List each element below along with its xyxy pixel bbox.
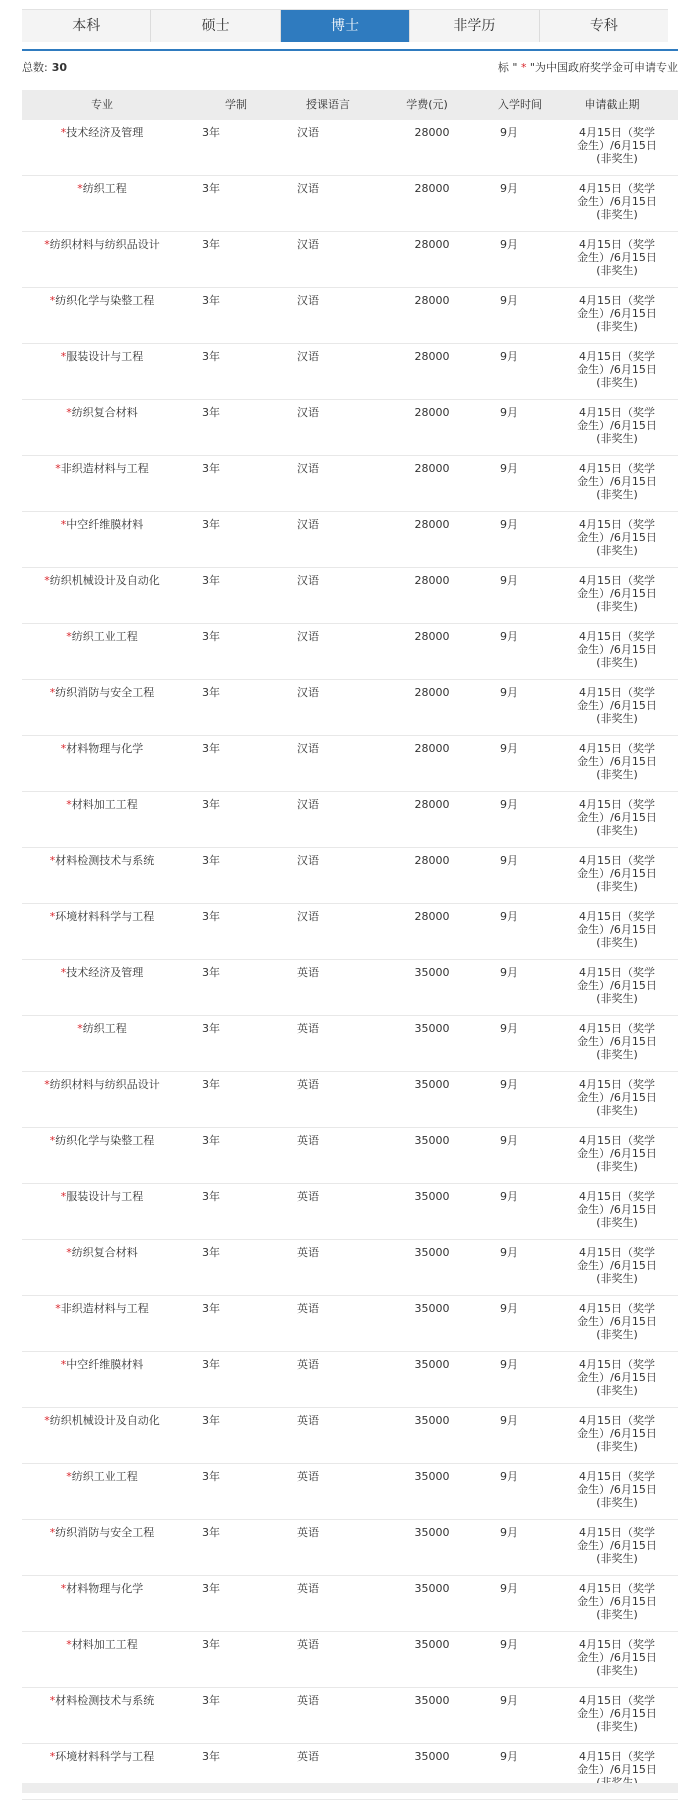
cell-start: 9月	[500, 1526, 518, 1539]
table-row	[22, 120, 678, 176]
cell-fee: 35000	[414, 1302, 450, 1315]
cell-deadline: 4月15日（奖学金生）/6月15日(非奖生)	[577, 630, 657, 669]
cell-language: 英语	[297, 1134, 319, 1147]
scholarship-star: *	[66, 1246, 72, 1259]
cell-start: 9月	[500, 1582, 518, 1595]
cell-language: 汉语	[297, 182, 319, 195]
cell-language: 英语	[297, 1358, 319, 1371]
cell-deadline: 4月15日（奖学金生）/6月15日(非奖生)	[577, 1246, 657, 1285]
cell-length: 3年	[202, 1358, 220, 1371]
major-name: 纺织消防与安全工程	[55, 686, 155, 699]
cell-language: 汉语	[297, 126, 319, 139]
cell-deadline: 4月15日（奖学金生）/6月15日	[577, 1750, 657, 1776]
total-label: 总数:	[22, 61, 48, 74]
program-table	[22, 90, 678, 1800]
cell-deadline: 4月15日（奖学金生）/6月15日(非奖生)	[577, 238, 657, 277]
cell-language: 英语	[297, 1414, 319, 1427]
cell-start: 9月	[500, 742, 518, 755]
cell-language: 英语	[297, 1694, 319, 1707]
cell-deadline: 4月15日（奖学金生）/6月15日(非奖生)	[577, 1078, 657, 1117]
cell-language: 汉语	[297, 798, 319, 811]
cell-fee: 28000	[414, 630, 450, 643]
cell-length: 3年	[202, 1302, 220, 1315]
cell-fee: 35000	[414, 1246, 450, 1259]
cell-deadline: 4月15日（奖学金生）/6月15日(非奖生)	[577, 966, 657, 1005]
cell-major	[22, 462, 182, 475]
major-name: 技术经济及管理	[66, 966, 144, 979]
major-name: 材料加工工程	[71, 1638, 138, 1651]
cell-start: 9月	[500, 238, 518, 251]
table-row	[22, 792, 678, 848]
cell-major	[22, 854, 182, 867]
scholarship-star: *	[55, 1302, 61, 1315]
table-row	[22, 1464, 678, 1520]
major-name: 非织造材料与工程	[60, 1302, 149, 1315]
cell-start: 9月	[500, 1470, 518, 1483]
cell-deadline: 4月15日（奖学金生）/6月15日(非奖生)	[577, 910, 657, 949]
cell-deadline: 4月15日（奖学金生）/6月15日(非奖生)	[577, 182, 657, 221]
scholarship-star: *	[66, 406, 72, 419]
cell-major	[22, 518, 182, 531]
cell-major	[22, 1526, 182, 1539]
scholarship-star: *	[77, 182, 83, 195]
note-star: *	[520, 61, 527, 74]
cell-start: 9月	[500, 1302, 518, 1315]
cell-deadline: 4月15日（奖学金生）/6月15日(非奖生)	[577, 1190, 657, 1229]
scholarship-star: *	[60, 518, 67, 531]
cell-language: 英语	[297, 1526, 319, 1539]
cell-length: 3年	[202, 574, 220, 587]
cell-major	[22, 294, 182, 307]
cell-fee: 28000	[414, 574, 450, 587]
cell-length: 3年	[202, 294, 220, 307]
scholarship-star: *	[60, 742, 67, 755]
cell-start: 9月	[500, 518, 518, 531]
cell-language: 汉语	[297, 350, 319, 363]
scholarship-note	[498, 59, 678, 75]
cell-language: 英语	[297, 1246, 319, 1259]
table-row	[22, 1688, 678, 1744]
table-row	[22, 680, 678, 736]
table-row	[22, 1520, 678, 1576]
cell-start: 9月	[500, 966, 518, 979]
cell-start: 9月	[500, 854, 518, 867]
cell-major	[22, 1302, 182, 1315]
major-name: 纺织复合材料	[71, 406, 138, 419]
cell-major	[22, 1638, 182, 1651]
header-start: 入学时间	[498, 98, 542, 111]
scholarship-star: *	[44, 238, 50, 251]
cell-length: 3年	[202, 126, 220, 139]
cell-fee: 35000	[414, 1358, 450, 1371]
cell-start: 9月	[500, 1750, 518, 1763]
major-name: 服装设计与工程	[66, 1190, 144, 1203]
cell-length: 3年	[202, 798, 220, 811]
cell-fee: 28000	[414, 126, 450, 139]
table-row	[22, 1576, 678, 1632]
cell-deadline: 4月15日（奖学金生）/6月15日(非奖生)	[577, 686, 657, 725]
cell-start: 9月	[500, 686, 518, 699]
major-name: 中空纤维膜材料	[66, 518, 144, 531]
tab-boshi[interactable]: 博士	[281, 10, 410, 42]
major-name: 材料物理与化学	[66, 1582, 144, 1595]
cell-length: 3年	[202, 1078, 220, 1091]
summary-bar	[22, 59, 678, 77]
cell-language: 汉语	[297, 910, 319, 923]
cell-deadline: 4月15日（奖学金生）/6月15日(非奖生)	[577, 518, 657, 557]
cell-deadline: 4月15日（奖学金生）/6月15日(非奖生)	[577, 1414, 657, 1453]
scholarship-star: *	[66, 1638, 72, 1651]
table-row	[22, 960, 678, 1016]
scholarship-star: *	[49, 1526, 56, 1539]
cell-deadline: 4月15日（奖学金生）/6月15日(非奖生)	[577, 350, 657, 389]
cell-length: 3年	[202, 1582, 220, 1595]
table-row	[22, 1184, 678, 1240]
table-row	[22, 400, 678, 456]
cell-length: 3年	[202, 182, 220, 195]
cell-deadline: 4月15日（奖学金生）/6月15日(非奖生)	[577, 1134, 657, 1173]
cell-language: 英语	[297, 1022, 319, 1035]
cell-start: 9月	[500, 294, 518, 307]
major-name: 纺织材料与纺织品设计	[49, 1078, 160, 1091]
cell-fee: 28000	[414, 406, 450, 419]
cell-length: 3年	[202, 406, 220, 419]
cell-fee: 28000	[414, 350, 450, 363]
cell-major	[22, 126, 182, 139]
cell-fee: 28000	[414, 742, 450, 755]
cell-fee: 35000	[414, 1134, 450, 1147]
cell-fee: 28000	[414, 798, 450, 811]
cell-fee: 35000	[414, 1470, 450, 1483]
table-row	[22, 288, 678, 344]
cell-length: 3年	[202, 238, 220, 251]
cell-start: 9月	[500, 1414, 518, 1427]
cell-fee: 35000	[414, 966, 450, 979]
major-name: 环境材料科学与工程	[55, 1750, 155, 1763]
cell-major	[22, 686, 182, 699]
note-suffix: "为中国政府奖学金可申请专业	[526, 61, 678, 74]
tab-zhuanke[interactable]: 专科	[540, 10, 668, 42]
table-header	[22, 90, 678, 120]
cell-fee: 35000	[414, 1022, 450, 1035]
cell-language: 汉语	[297, 630, 319, 643]
scholarship-star: *	[66, 630, 72, 643]
cell-major	[22, 1078, 182, 1091]
tab-benke[interactable]: 本科	[22, 10, 151, 42]
scholarship-star: *	[77, 1022, 83, 1035]
header-fee: 学费(元)	[406, 98, 448, 111]
cell-major	[22, 798, 182, 811]
cell-language: 英语	[297, 1190, 319, 1203]
major-name: 中空纤维膜材料	[66, 1358, 144, 1371]
cell-length: 3年	[202, 1526, 220, 1539]
cell-length: 3年	[202, 742, 220, 755]
cell-major	[22, 630, 182, 643]
cell-language: 汉语	[297, 854, 319, 867]
cell-fee: 35000	[414, 1582, 450, 1595]
major-name: 非织造材料与工程	[60, 462, 149, 475]
cell-fee: 28000	[414, 854, 450, 867]
cell-fee: 35000	[414, 1638, 450, 1651]
cell-length: 3年	[202, 966, 220, 979]
major-name: 纺织工程	[82, 1022, 127, 1035]
major-name: 纺织化学与染整工程	[55, 1134, 155, 1147]
cell-major	[22, 1134, 182, 1147]
cell-length: 3年	[202, 1414, 220, 1427]
cell-fee: 35000	[414, 1694, 450, 1707]
scholarship-star: *	[49, 910, 56, 923]
cell-deadline: 4月15日（奖学金生）/6月15日(非奖生)	[577, 1358, 657, 1397]
cell-deadline: 4月15日（奖学金生）/6月15日(非奖生)	[577, 574, 657, 613]
major-name: 材料检测技术与系统	[55, 1694, 155, 1707]
scholarship-star: *	[66, 1470, 72, 1483]
scholarship-star: *	[49, 294, 56, 307]
major-name: 纺织工业工程	[71, 630, 138, 643]
cell-fee: 28000	[414, 294, 450, 307]
major-name: 纺织工业工程	[71, 1470, 138, 1483]
cell-length: 3年	[202, 1638, 220, 1651]
cell-start: 9月	[500, 1358, 518, 1371]
cell-major	[22, 1750, 182, 1763]
cell-major	[22, 1022, 182, 1035]
scholarship-star: *	[60, 126, 67, 139]
cell-start: 9月	[500, 798, 518, 811]
table-row	[22, 848, 678, 904]
cell-major	[22, 1246, 182, 1259]
note-prefix: 标 "	[497, 61, 521, 74]
cell-start: 9月	[500, 406, 518, 419]
cell-major	[22, 1470, 182, 1483]
scholarship-star: *	[60, 1582, 67, 1595]
cell-language: 英语	[297, 1582, 319, 1595]
cell-length: 3年	[202, 1190, 220, 1203]
cell-length: 3年	[202, 686, 220, 699]
scholarship-star: *	[60, 1358, 67, 1371]
cell-start: 9月	[500, 1022, 518, 1035]
cell-deadline: 4月15日（奖学金生）/6月15日(非奖生)	[577, 126, 657, 165]
cell-major	[22, 406, 182, 419]
cell-language: 英语	[297, 1470, 319, 1483]
table-row	[22, 904, 678, 960]
cell-start: 9月	[500, 574, 518, 587]
table-body	[22, 120, 678, 1800]
cell-deadline: 4月15日（奖学金生）/6月15日(非奖生)	[577, 1638, 657, 1677]
table-row	[22, 1072, 678, 1128]
major-name: 服装设计与工程	[66, 350, 144, 363]
total-value: 30	[51, 61, 68, 74]
cell-start: 9月	[500, 1246, 518, 1259]
table-row	[22, 176, 678, 232]
scholarship-star: *	[49, 854, 56, 867]
cell-major	[22, 1414, 182, 1427]
cell-start: 9月	[500, 1134, 518, 1147]
scholarship-star: *	[49, 1694, 56, 1707]
cell-length: 3年	[202, 1246, 220, 1259]
cell-language: 汉语	[297, 238, 319, 251]
cell-start: 9月	[500, 1694, 518, 1707]
cell-start: 9月	[500, 462, 518, 475]
cell-fee: 35000	[414, 1526, 450, 1539]
cell-fee: 28000	[414, 518, 450, 531]
cell-fee: 35000	[414, 1190, 450, 1203]
scholarship-star: *	[60, 966, 67, 979]
scholarship-star: *	[66, 798, 72, 811]
cell-major	[22, 1694, 182, 1707]
cell-deadline: 4月15日（奖学金生）/6月15日(非奖生)	[577, 294, 657, 333]
cell-fee: 28000	[414, 238, 450, 251]
cell-language: 汉语	[297, 574, 319, 587]
major-name: 纺织消防与安全工程	[55, 1526, 155, 1539]
cell-start: 9月	[500, 630, 518, 643]
cell-major	[22, 910, 182, 923]
cell-major	[22, 1582, 182, 1595]
cell-length: 3年	[202, 1694, 220, 1707]
cell-deadline: 4月15日（奖学金生）/6月15日(非奖生)	[577, 1302, 657, 1341]
cell-deadline: 4月15日（奖学金生）/6月15日(非奖生)	[577, 798, 657, 837]
cell-major	[22, 574, 182, 587]
cell-deadline: 4月15日（奖学金生）/6月15日(非奖生)	[577, 742, 657, 781]
tab-underline	[22, 49, 678, 51]
cell-length: 3年	[202, 462, 220, 475]
scholarship-star: *	[49, 1134, 56, 1147]
cell-major	[22, 742, 182, 755]
table-row	[22, 1240, 678, 1296]
cell-start: 9月	[500, 126, 518, 139]
table-row	[22, 1128, 678, 1184]
major-name: 纺织复合材料	[71, 1246, 138, 1259]
cell-start: 9月	[500, 1078, 518, 1091]
cell-major	[22, 1190, 182, 1203]
cell-fee: 28000	[414, 910, 450, 923]
cell-language: 英语	[297, 966, 319, 979]
bottom-bar	[22, 1783, 678, 1793]
table-row	[22, 1632, 678, 1688]
cell-length: 3年	[202, 518, 220, 531]
major-name: 环境材料科学与工程	[55, 910, 155, 923]
scholarship-star: *	[60, 1190, 67, 1203]
cell-length: 3年	[202, 1470, 220, 1483]
degree-tabs	[22, 9, 668, 42]
total-count	[22, 59, 67, 75]
cell-major	[22, 350, 182, 363]
table-row	[22, 1016, 678, 1072]
table-row	[22, 1352, 678, 1408]
major-name: 材料检测技术与系统	[55, 854, 155, 867]
cell-length: 3年	[202, 854, 220, 867]
cell-deadline: 4月15日（奖学金生）/6月15日(非奖生)	[577, 1582, 657, 1621]
major-name: 纺织工程	[82, 182, 127, 195]
table-row	[22, 456, 678, 512]
cell-fee: 28000	[414, 182, 450, 195]
table-row	[22, 624, 678, 680]
table-row	[22, 1296, 678, 1352]
tab-feixueli[interactable]: 非学历	[410, 10, 539, 42]
cell-length: 3年	[202, 630, 220, 643]
cell-fee: 35000	[414, 1078, 450, 1091]
scholarship-star: *	[55, 462, 61, 475]
header-length: 学制	[225, 98, 247, 111]
header-language: 授课语言	[306, 98, 350, 111]
cell-start: 9月	[500, 1190, 518, 1203]
cell-language: 英语	[297, 1078, 319, 1091]
cell-fee: 28000	[414, 462, 450, 475]
cell-start: 9月	[500, 910, 518, 923]
major-name: 纺织机械设计及自动化	[49, 1414, 160, 1427]
cell-major	[22, 1358, 182, 1371]
major-name: 材料加工工程	[71, 798, 138, 811]
table-row	[22, 736, 678, 792]
major-name: 纺织材料与纺织品设计	[49, 238, 160, 251]
cell-fee: 35000	[414, 1750, 450, 1763]
table-row	[22, 568, 678, 624]
scholarship-star: *	[44, 574, 50, 587]
cell-deadline: 4月15日（奖学金生）/6月15日(非奖生)	[577, 406, 657, 445]
major-name: 纺织机械设计及自动化	[49, 574, 160, 587]
cell-language: 汉语	[297, 518, 319, 531]
cell-language: 英语	[297, 1302, 319, 1315]
table-row	[22, 344, 678, 400]
cell-language: 汉语	[297, 294, 319, 307]
scholarship-star: *	[60, 350, 67, 363]
header-major: 专业	[91, 98, 113, 111]
scholarship-star: *	[44, 1414, 50, 1427]
major-name: 纺织化学与染整工程	[55, 294, 155, 307]
scholarship-star: *	[49, 686, 56, 699]
cell-deadline: 4月15日（奖学金生）/6月15日(非奖生)	[577, 1694, 657, 1733]
cell-deadline: 4月15日（奖学金生）/6月15日(非奖生)	[577, 854, 657, 893]
scholarship-star: *	[49, 1750, 56, 1763]
table-row	[22, 512, 678, 568]
cell-language: 汉语	[297, 406, 319, 419]
major-name: 技术经济及管理	[66, 126, 144, 139]
cell-language: 汉语	[297, 462, 319, 475]
cell-start: 9月	[500, 1638, 518, 1651]
cell-major	[22, 966, 182, 979]
scholarship-star: *	[44, 1078, 50, 1091]
cell-major	[22, 238, 182, 251]
cell-length: 3年	[202, 1022, 220, 1035]
cell-deadline: 4月15日（奖学金生）/6月15日(非奖生)	[577, 462, 657, 501]
cell-deadline: 4月15日（奖学金生）/6月15日(非奖生)	[577, 1022, 657, 1061]
table-row	[22, 232, 678, 288]
header-deadline: 申请截止期	[584, 98, 640, 111]
cell-length: 3年	[202, 1134, 220, 1147]
cell-fee: 35000	[414, 1414, 450, 1427]
cell-language: 英语	[297, 1638, 319, 1651]
major-name: 材料物理与化学	[66, 742, 144, 755]
cell-length: 3年	[202, 910, 220, 923]
cell-fee: 28000	[414, 686, 450, 699]
cell-deadline: 4月15日（奖学金生）/6月15日(非奖生)	[577, 1470, 657, 1509]
table-row	[22, 1408, 678, 1464]
cell-language: 汉语	[297, 686, 319, 699]
cell-start: 9月	[500, 350, 518, 363]
cell-start: 9月	[500, 182, 518, 195]
cell-length: 3年	[202, 1750, 220, 1763]
cell-major	[22, 182, 182, 195]
tab-shuoshi[interactable]: 硕士	[151, 10, 280, 42]
cell-language: 汉语	[297, 742, 319, 755]
cell-deadline: 4月15日（奖学金生）/6月15日(非奖生)	[577, 1526, 657, 1565]
cell-length: 3年	[202, 350, 220, 363]
cell-language: 英语	[297, 1750, 319, 1763]
